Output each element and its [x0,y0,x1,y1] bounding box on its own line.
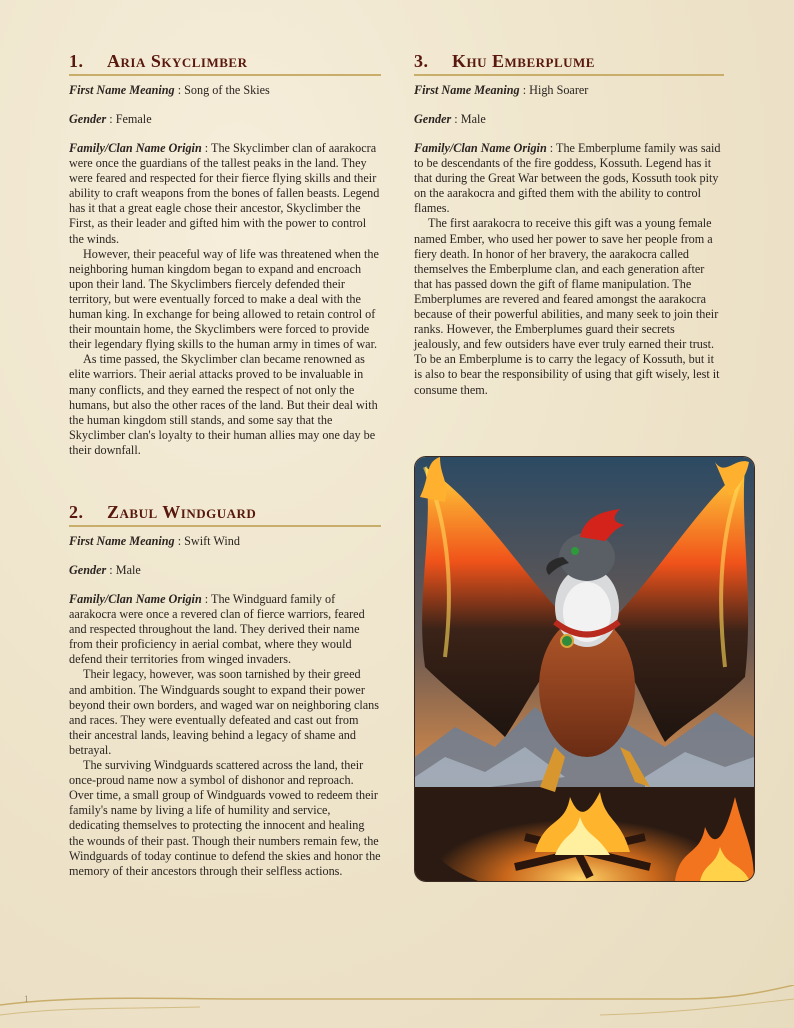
section-heading [414,50,724,76]
gender: Gender : Male [69,563,141,577]
section-title: Khu Emberplume [452,51,595,71]
section-zabul-windguard [69,501,381,879]
body-paragraph: However, their peaceful way of life was threatened when the neighboring human kingdom began to expand and encroach upon their land. The Skyclimbers fiercely defended their territory, but were eventually forced to make a deal with the human king. In exchange for being allowed to retain control of their mountain home, the Skyclimbers were forced to provide their legendary flying skills to the human army in times of war. [69,246,379,352]
section-number: 2. [69,502,84,522]
body-paragraph: As time passed, the Skyclimber clan became renowned as elite warriors. Their aerial attacks proved to be invaluable in many conflicts, and they earned the respect of not only the humans, but also the other races of the land. But their deal with the human kingdom still stands, and some say that the Skyclimber clan's loyalty to their human allies may one day be their downfall. [69,352,378,457]
footer-ornament [0,985,794,1028]
section-title: Aria Skyclimber [107,51,248,71]
page-number: 1 [24,994,29,1004]
body-paragraph: The first aarakocra to receive this gift was a young female named Ember, who used her power to save her people from a fiery death. In honor of her bravery, the aarakocra called themselves the Emberplume clan, and each generation after that has passed down the gift of flame manipulation. The Emberplumes are revered and feared amongst the aarakocra because of their powerful abilities, and many seek to join their ranks. However, the Emberplumes guard their secrets jealously, and few outsiders have ever truly earned their trust. To be an Emberplume is to carry the legacy of Kossuth, but it is also to bear the responsibility of using that gift wisely, lest it consume them. [414,216,720,397]
section-title: Zabul Windguard [107,502,257,522]
origin-paragraph: Family/Clan Name Origin : The Skyclimber clan of aarakocra were once the guardians of the tallest peaks in the land. They were feared and respected for their fierce flying skills and their ability to craft weapons from the bones of fallen beasts. Legend has it that a great eagle chose their ancestor, Skyclimber the First, as their leader and gifted him with the power to control the winds. [69,141,380,246]
first-name-meaning: First Name Meaning : High Soarer [414,83,589,97]
first-name-meaning: First Name Meaning : Song of the Skies [69,83,270,97]
section-number: 3. [414,51,429,71]
body-paragraph: Their legacy, however, was soon tarnished by their greed and ambition. The Windguards sought to expand their power beyond their own borders, and waged war on neighboring clans and races. They were eventually defeated and cast out from their ancestral lands, leaving behind a legacy of shame and betrayal. [69,667,380,757]
body-paragraph: The surviving Windguards scattered across the land, their once-proud name now a symbol of dishonor and reproach. Over time, a small group of Windguards vowed to redeem their family's name by living a life of humility and service, dedicating themselves to protecting the innocent and healing the wounds of their past. Though their numbers remain few, the Windguards of today continue to defend the skies and honor the memory of their ancestors through their selfless actions. [69,758,381,878]
origin-paragraph: Family/Clan Name Origin : The Windguard family of aarakocra were once a revered clan of fierce warriors, feared and respected throughout the land. They derived their name from their proficiency in aerial combat, where they would defend their territories from winged invaders. [69,592,365,667]
gender: Gender : Female [69,112,152,126]
first-name-meaning: First Name Meaning : Swift Wind [69,534,240,548]
gender: Gender : Male [414,112,486,126]
section-heading [69,50,381,76]
section-number: 1. [69,51,84,71]
phoenix-bird-image [415,457,754,881]
section-aria-skyclimber [69,50,381,458]
section-heading [69,501,381,527]
aarakocra-illustration [414,456,755,882]
origin-paragraph: Family/Clan Name Origin : The Emberplume family was said to be descendants of the fire goddess, Kossuth. Legend has it that during the Great War between the gods, Kossuth took pity on the aarakocra and gifted them with the ability to control flames. [414,141,721,216]
section-khu-emberplume [414,50,724,398]
